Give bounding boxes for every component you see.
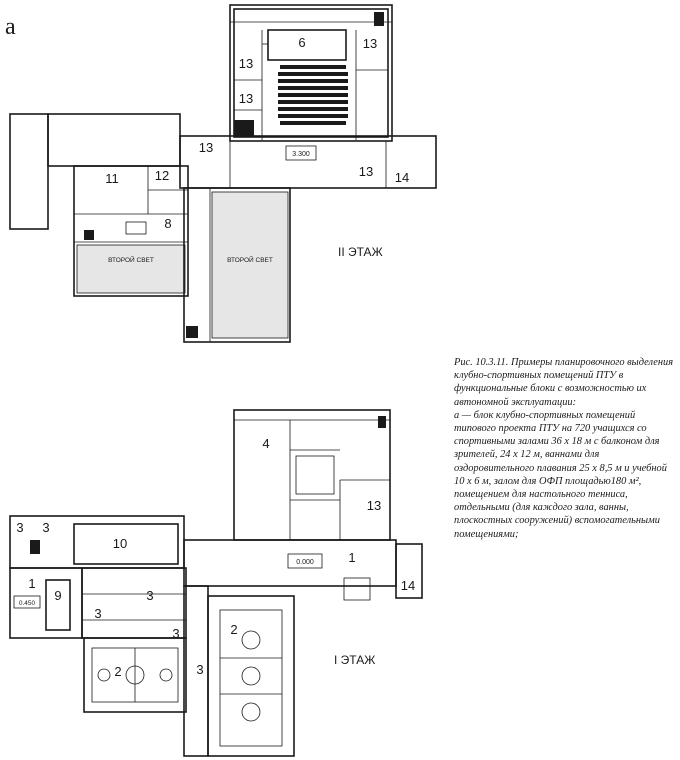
- level-mark-lower: 0.000: [296, 559, 314, 566]
- room-number: 11: [105, 171, 119, 186]
- room-number: 13: [238, 56, 254, 71]
- room-number: 12: [154, 168, 170, 183]
- room-number: 3: [146, 588, 154, 603]
- level-mark-side: 0.450: [18, 600, 36, 607]
- room-number: 13: [198, 140, 214, 155]
- room-number: 3: [196, 662, 204, 677]
- room-number: 8: [164, 216, 172, 231]
- room-number: 3: [172, 626, 180, 641]
- room-number: 13: [238, 91, 254, 106]
- room-number: 6: [298, 35, 306, 50]
- room-number: 3: [94, 606, 102, 621]
- floor-label-lower: I ЭТАЖ: [334, 653, 376, 667]
- room-number: 14: [400, 578, 416, 593]
- room-number: 2: [114, 664, 122, 679]
- level-mark-upper: 3.300: [292, 151, 310, 158]
- room-number: 13: [366, 498, 382, 513]
- room-number: 1: [28, 576, 36, 591]
- second-light-label-center: ВТОРОЙ СВЕТ: [227, 257, 273, 264]
- floor-label-upper: II ЭТАЖ: [338, 245, 383, 259]
- lower-floor-plan: [10, 410, 422, 756]
- room-number: 13: [358, 164, 374, 179]
- caption-title: Рис. 10.3.11. Примеры планировочного выделения клубно-спортивных помещений ПТУ в функциональные блоки с возможностью их автономной эксплуатации:: [454, 357, 674, 408]
- room-number: 1: [348, 550, 356, 565]
- room-number: 2: [230, 622, 238, 637]
- room-number: 14: [394, 170, 410, 185]
- upper-floor-plan: [10, 5, 436, 342]
- caption-text: а — блок клубно-спортивных помещений типового проекта ПТУ на 720 учащихся со спортивными залами 36 х 18 м с балконом для зрителей, 24 х 12 м, ваннами для оздоровительного плавания 25 х 8,5 м и учебной 10 х 6 м, залом для ОФП площадью180 м², помещением для настольного тенниса, отдельными (для каждого зала, ванны, плоскостных сооружений) вспомогательными помещениями;: [454, 409, 667, 540]
- room-number: 9: [54, 588, 62, 603]
- room-number: 3: [16, 520, 24, 535]
- room-number: 13: [362, 36, 378, 51]
- room-number: 10: [112, 536, 128, 551]
- figure-caption: [454, 356, 676, 541]
- second-light-label-left: ВТОРОЙ СВЕТ: [108, 257, 154, 264]
- figure-letter: а: [5, 14, 16, 40]
- room-number: 4: [262, 436, 270, 451]
- room-number: 3: [42, 520, 50, 535]
